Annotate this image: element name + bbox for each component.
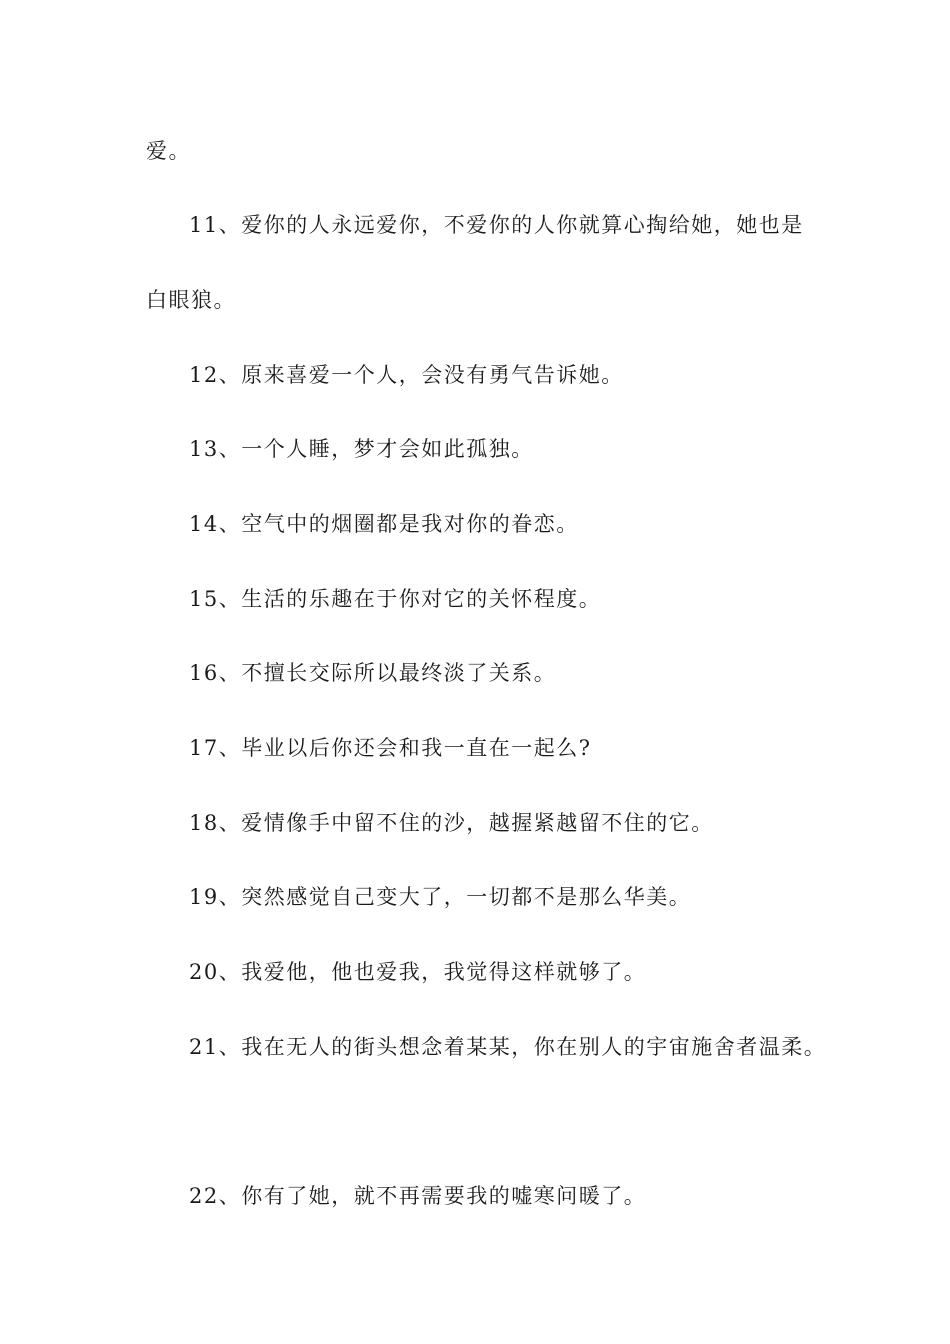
list-item-19: 19、突然感觉自己变大了，一切都不是那么华美。	[189, 885, 692, 909]
list-item-17: 17、毕业以后你还会和我一直在一起么?	[189, 736, 592, 760]
text-line-continuation: 爱。	[146, 139, 191, 163]
list-item-14: 14、空气中的烟圈都是我对你的眷恋。	[189, 512, 579, 536]
list-item-13: 13、一个人睡，梦才会如此孤独。	[189, 437, 534, 461]
list-item-12: 12、原来喜爱一个人，会没有勇气告诉她。	[189, 363, 624, 387]
list-item-15: 15、生活的乐趣在于你对它的关怀程度。	[189, 587, 602, 611]
text-line-continuation: 白眼狼。	[146, 288, 236, 312]
list-item-21: 21、我在无人的街头想念着某某，你在别人的宇宙施舍者温柔。	[189, 1035, 827, 1059]
list-item-20: 20、我爱他，他也爱我，我觉得这样就够了。	[189, 960, 647, 984]
list-item-22: 22、你有了她，就不再需要我的嘘寒问暖了。	[189, 1184, 647, 1208]
list-item-18: 18、爱情像手中留不住的沙，越握紧越留不住的它。	[189, 811, 714, 835]
list-item-16: 16、不擅长交际所以最终淡了关系。	[189, 661, 557, 685]
list-item-11: 11、爱你的人永远爱你，不爱你的人你就算心掏给她，她也是	[189, 213, 804, 237]
